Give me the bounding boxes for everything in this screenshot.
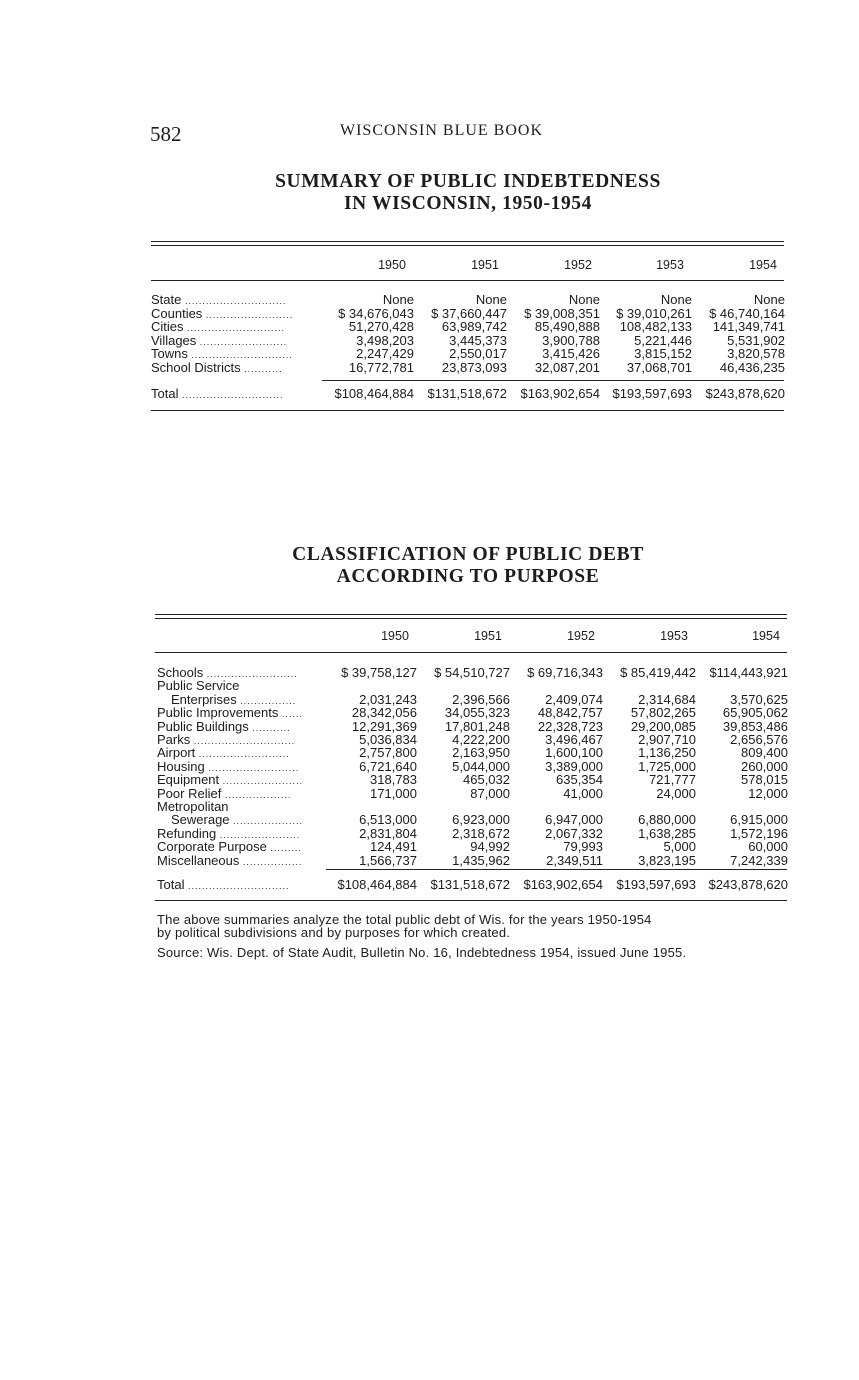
table-row [157, 854, 788, 868]
table2-title-line2: ACCORDING TO PURPOSE [336, 566, 600, 587]
cell-value: 3,496,467 [545, 732, 603, 747]
cell-value: 12,000 [748, 785, 788, 801]
cell-value: 46,436,235 [719, 360, 785, 375]
cell-value: 1,725,000 [638, 758, 696, 774]
leader-dots: .......................... [195, 749, 290, 760]
source-note: Source: Wis. Dept. of State Audit, Bulletin No. 16, Indebtedness 1954, issued June 1955. [157, 945, 687, 960]
row-label-text: Refunding [157, 825, 217, 841]
running-head: WISCONSIN BLUE BOOK [340, 122, 543, 139]
cell-value: 2,031,243 [359, 691, 417, 707]
cell-value: 51,270,428 [348, 319, 414, 335]
cell-value: 7,242,339 [730, 852, 788, 868]
cell-value: 1,600,100 [545, 745, 603, 761]
cell-value: 3,815,152 [634, 346, 692, 362]
cell-value: 1,572,196 [730, 825, 788, 841]
cell-value: None [568, 292, 600, 307]
cell-value: 94,992 [470, 839, 510, 855]
table-row [151, 307, 785, 321]
leader-dots: ........... [240, 364, 283, 374]
cell-value: 635,354 [556, 772, 603, 788]
cell-value: 48,842,757 [537, 705, 603, 721]
cell-value: 5,044,000 [452, 758, 510, 774]
cell-value: 3,445,373 [449, 332, 507, 348]
cell-value: 3,389,000 [545, 758, 603, 774]
row-label-text: State [151, 292, 182, 307]
page-number: 582 [150, 122, 182, 146]
cell-value: 3,415,426 [542, 346, 600, 362]
row-label-text: Airport [157, 745, 196, 761]
cell-value: $114,443,921 [709, 665, 788, 680]
row-label-text: Sewerage [171, 812, 230, 828]
cell-value: 4,222,200 [452, 732, 510, 747]
table-row [151, 347, 785, 361]
cell-value: $ 69,716,343 [527, 665, 603, 680]
table2-top-rule [155, 614, 787, 619]
cell-value: 2,067,332 [545, 825, 603, 841]
leader-dots: .......................... [203, 669, 298, 679]
cell-value: 6,721,640 [359, 758, 417, 774]
table1-title [150, 171, 786, 215]
table2-total-rule [326, 869, 787, 870]
cell-value: 39,853,486 [722, 718, 788, 734]
cell-value: 57,802,265 [630, 705, 696, 721]
row-label-text: Miscellaneous [157, 852, 240, 868]
row-label-text: Metropolitan [157, 799, 229, 814]
row-label-text: School Districts [151, 360, 241, 375]
leader-dots: ........... [248, 722, 291, 733]
leader-dots: ...... [278, 709, 303, 720]
cell-value: $131,518,672 [427, 386, 507, 401]
row-label-text: Public Improvements [157, 705, 279, 721]
cell-value: $243,878,620 [708, 877, 788, 892]
cell-value: 41,000 [563, 785, 603, 801]
leader-dots: .......................... [204, 762, 300, 773]
table2-bottom-rule [155, 900, 787, 901]
table1-header-rule [151, 280, 784, 281]
row-label-text: Poor Relief [157, 785, 222, 801]
table1-year-4: 1954 [749, 258, 777, 272]
leader-dots: ............................ [183, 323, 286, 334]
leader-dots: ....................... [219, 776, 304, 787]
table1-bottom-rule [151, 410, 784, 411]
cell-value: 65,905,062 [722, 705, 788, 721]
leader-dots: ............................. [181, 296, 287, 306]
cell-value: 2,396,566 [452, 691, 510, 707]
footnote-line1: The above summaries analyze the total public debt of Wis. for the years 1950-1954 [157, 912, 652, 927]
cell-value: 1,435,962 [452, 852, 510, 868]
cell-value: 22,328,723 [537, 718, 603, 734]
cell-value: 124,491 [370, 839, 417, 855]
table-row [157, 746, 788, 760]
cell-value: $243,878,620 [705, 386, 785, 401]
table1-year-2: 1952 [564, 258, 592, 272]
leader-dots: ....................... [216, 829, 301, 840]
cell-value: $193,597,693 [612, 386, 692, 401]
cell-value: $108,464,884 [334, 386, 414, 401]
table-row [157, 787, 788, 801]
cell-value: 24,000 [656, 785, 696, 801]
row-label-text: Enterprises [171, 691, 237, 707]
cell-value: 3,820,578 [727, 346, 785, 362]
cell-value: 809,400 [741, 745, 788, 761]
row-label [157, 854, 302, 870]
table-row [157, 773, 788, 787]
cell-value: 3,823,195 [638, 852, 696, 868]
row-label-text: Equipment [157, 772, 220, 788]
leader-dots: ............................. [184, 881, 290, 891]
cell-value: 2,757,800 [359, 745, 417, 761]
table1-top-rule [151, 241, 784, 246]
cell-value: 171,000 [370, 785, 417, 801]
cell-value: 1,638,285 [638, 825, 696, 841]
cell-value: $ 54,510,727 [434, 665, 510, 680]
cell-value: $108,464,884 [337, 877, 417, 892]
cell-value: 37,068,701 [626, 360, 692, 375]
table2-total-row [157, 878, 788, 892]
cell-value: 3,570,625 [730, 691, 788, 707]
cell-value: 6,513,000 [359, 812, 417, 828]
row-label [151, 387, 283, 403]
cell-value: 465,032 [463, 772, 510, 788]
footnote-line2: by political subdivisions and by purposes for which created. [157, 925, 511, 940]
footnote [157, 913, 797, 939]
cell-value: 2,247,429 [356, 346, 414, 362]
leader-dots: ................. [239, 856, 303, 867]
cell-value: 2,907,710 [638, 732, 696, 747]
row-label-text: Corporate Purpose [157, 839, 267, 855]
table1-year-0: 1950 [378, 258, 406, 272]
cell-value: 5,531,902 [727, 332, 785, 348]
cell-value: $ 85,419,442 [620, 665, 696, 680]
cell-value: 2,831,804 [359, 825, 417, 841]
row-label-text: Total [157, 877, 185, 892]
table2-title [150, 544, 786, 588]
table-row [157, 679, 788, 693]
cell-value: None [753, 292, 785, 307]
cell-value: 5,221,446 [634, 332, 692, 348]
table1-title-line2: IN WISCONSIN, 1950-1954 [343, 193, 593, 214]
cell-value: 2,318,672 [452, 825, 510, 841]
table2-header-rule [155, 652, 787, 653]
row-label-text: Schools [157, 665, 204, 680]
cell-value: 12,291,369 [351, 718, 417, 734]
table-row [151, 361, 785, 375]
cell-value: 60,000 [748, 839, 788, 855]
cell-value: 79,993 [563, 839, 603, 855]
cell-value: 1,136,250 [638, 745, 696, 761]
leader-dots: ................ [236, 695, 297, 706]
cell-value: $163,902,654 [520, 386, 600, 401]
row-label-text: Towns [151, 346, 188, 362]
cell-value: 578,015 [741, 772, 788, 788]
cell-value: $163,902,654 [523, 877, 603, 892]
cell-value: 318,783 [370, 772, 417, 788]
cell-value: 5,000 [663, 839, 696, 855]
cell-value: 16,772,781 [348, 360, 414, 375]
table-row [157, 706, 788, 720]
leader-dots: ......................... [196, 336, 288, 347]
cell-value: $ 39,008,351 [524, 305, 600, 321]
leader-dots: ............................. [178, 390, 284, 400]
cell-value: 28,342,056 [351, 705, 417, 721]
row-label-text: Counties [151, 305, 203, 321]
cell-value: $ 39,758,127 [341, 665, 417, 680]
table2-year-2: 1952 [567, 629, 595, 643]
row-label-text: Public Service [157, 678, 240, 694]
table2-year-1: 1951 [474, 629, 502, 643]
cell-value: 260,000 [741, 758, 788, 774]
table-row [157, 840, 788, 854]
cell-value: 108,482,133 [619, 319, 692, 335]
cell-value: 2,314,684 [638, 691, 696, 707]
cell-value: $193,597,693 [616, 877, 696, 892]
row-label-text: Cities [151, 319, 184, 335]
leader-dots: ......................... [202, 309, 294, 320]
cell-value: 63,989,742 [441, 319, 507, 335]
table-row [157, 813, 788, 827]
cell-value: 23,873,093 [441, 360, 507, 375]
cell-value: 2,349,511 [546, 852, 603, 868]
cell-value: $ 46,740,164 [709, 305, 785, 321]
cell-value: 6,923,000 [452, 812, 510, 828]
cell-value: 5,036,834 [359, 732, 417, 747]
row-label [151, 361, 283, 377]
table1-year-1: 1951 [471, 258, 499, 272]
cell-value: None [382, 292, 414, 307]
cell-value: 2,656,576 [730, 732, 788, 747]
leader-dots: ......... [266, 843, 302, 854]
cell-value: 3,498,203 [356, 332, 414, 348]
cell-value: 2,550,017 [449, 346, 507, 362]
table-row [151, 293, 785, 307]
row-label-text: Parks [157, 732, 191, 747]
cell-value: 6,915,000 [730, 812, 788, 828]
table2-title-line1: CLASSIFICATION OF PUBLIC DEBT [292, 544, 644, 565]
row-label-text: Villages [151, 332, 197, 348]
cell-value: None [475, 292, 507, 307]
leader-dots: ............................. [190, 736, 296, 746]
table-row [151, 334, 785, 348]
cell-value: 2,409,074 [545, 691, 603, 707]
table-row [151, 320, 785, 334]
cell-value: 32,087,201 [534, 360, 600, 375]
table1-total-row [151, 387, 785, 401]
cell-value: 34,055,323 [444, 705, 510, 721]
table1-total-rule [322, 380, 784, 381]
cell-value: $ 37,660,447 [431, 305, 507, 321]
table2-year-4: 1954 [752, 629, 780, 643]
leader-dots: ................... [221, 789, 292, 800]
cell-value: 2,163,950 [452, 745, 510, 761]
cell-value: 6,947,000 [545, 812, 603, 828]
cell-value: 721,777 [649, 772, 696, 788]
cell-value: $131,518,672 [430, 877, 510, 892]
row-label [157, 878, 289, 894]
cell-value: 3,900,788 [542, 332, 600, 348]
cell-value: None [660, 292, 692, 307]
cell-value: $ 34,676,043 [338, 305, 414, 321]
cell-value: 29,200,085 [630, 718, 696, 734]
table1-year-3: 1953 [656, 258, 684, 272]
table-row [157, 666, 788, 680]
cell-value: 6,880,000 [638, 812, 696, 828]
leader-dots: ............................. [187, 350, 293, 361]
cell-value: $ 39,010,261 [616, 305, 692, 321]
row-label-text: Public Buildings [157, 718, 249, 734]
table2-year-3: 1953 [660, 629, 688, 643]
table2-year-0: 1950 [381, 629, 409, 643]
row-label-text: Housing [157, 758, 205, 774]
table1-title-line1: SUMMARY OF PUBLIC INDEBTEDNESS [275, 171, 661, 192]
cell-value: 85,490,888 [534, 319, 600, 335]
cell-value: 17,801,248 [444, 718, 510, 734]
cell-value: 87,000 [470, 785, 510, 801]
cell-value: 1,566,737 [359, 852, 417, 868]
leader-dots: .................... [229, 816, 304, 827]
cell-value: 141,349,741 [712, 319, 785, 335]
row-label-text: Total [151, 386, 179, 401]
